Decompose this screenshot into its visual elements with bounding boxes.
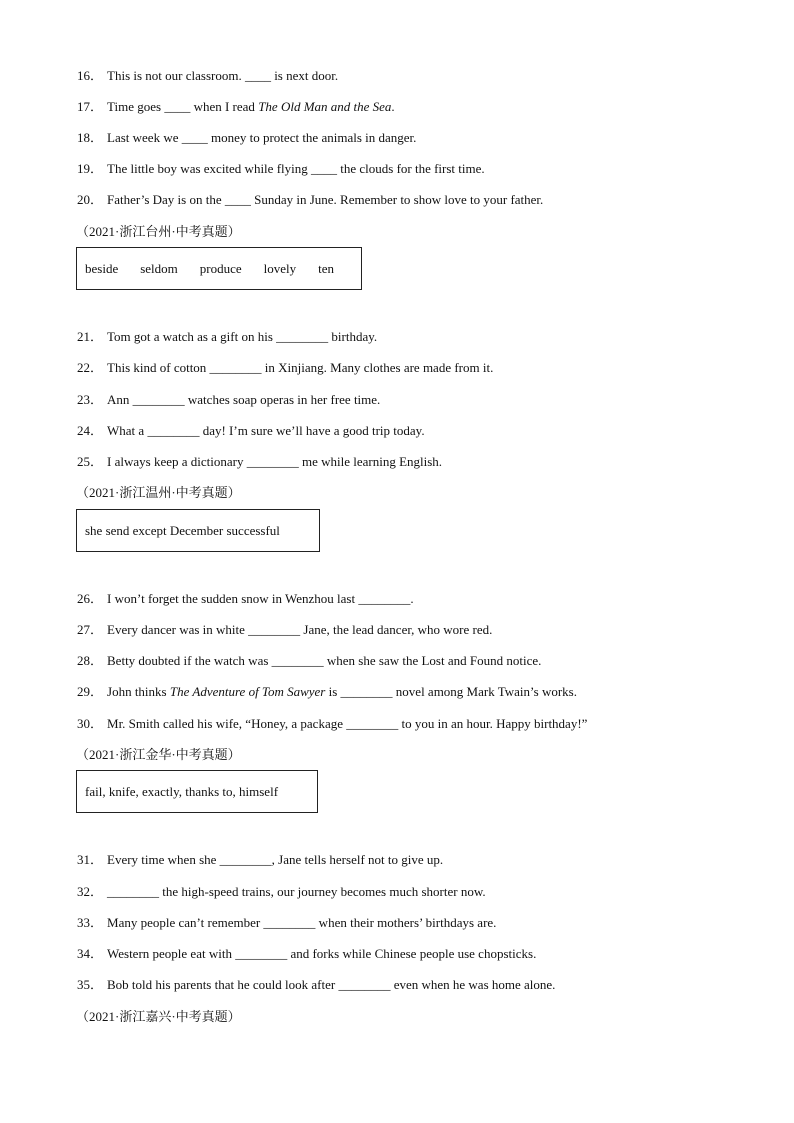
- word-bank-item: seldom: [140, 260, 178, 276]
- question-22: 22． This kind of cotton ________ in Xinjiang. Many clothes are made from it.: [77, 360, 494, 375]
- book-title: The Old Man and the Sea: [258, 99, 392, 114]
- question-35: 35． Bob told his parents that he could look after ________ even when he was home alone.: [77, 977, 556, 992]
- question-28: 28． Betty doubted if the watch was ________ when she saw the Lost and Found notice.: [77, 653, 542, 668]
- question-18: 18． Last week we ____ money to protect the animals in danger.: [77, 130, 417, 145]
- question-20: 20． Father’s Day is on the ____ Sunday in June. Remember to show love to your father.: [77, 192, 544, 207]
- question-31: 31． Every time when she ________, Jane tells herself not to give up.: [77, 852, 444, 867]
- word-bank-item: lovely: [263, 260, 297, 276]
- question-17: 17． Time goes ____ when I read The Old Man and the Sea.: [77, 99, 395, 114]
- question-21: 21． Tom got a watch as a gift on his ________ birthday.: [77, 329, 378, 344]
- question-26: 26． I won’t forget the sudden snow in Wenzhou last ________.: [77, 591, 414, 606]
- question-27: 27． Every dancer was in white ________ Jane, the lead dancer, who wore red.: [77, 622, 493, 637]
- source-label-wenzhou: （2021·浙江温州·中考真题）: [76, 485, 241, 500]
- question-30: 30． Mr. Smith called his wife, “Honey, a package ________ to you in an hour. Happy birthday!”: [77, 716, 588, 731]
- book-title: The Adventure of Tom Sawyer: [169, 684, 326, 699]
- question-19: 19． The little boy was excited while flying ____ the clouds for the first time.: [77, 161, 485, 176]
- question-23: 23． Ann ________ watches soap operas in her free time.: [77, 392, 381, 407]
- word-bank-box: [76, 509, 320, 552]
- word-bank-item: beside: [85, 260, 119, 276]
- question-34: 34． Western people eat with ________ and forks while Chinese people use chopsticks.: [77, 946, 537, 961]
- source-label-jinhua: （2021·浙江金华·中考真题）: [76, 747, 241, 762]
- word-bank-text: she send except December successful: [85, 522, 280, 538]
- word-bank-item: ten: [318, 260, 335, 276]
- question-33: 33． Many people can’t remember ________ when their mothers’ birthdays are.: [77, 915, 497, 930]
- word-bank-text: fail, knife, exactly, thanks to, himself: [85, 783, 279, 799]
- question-25: 25． I always keep a dictionary ________ me while learning English.: [77, 454, 443, 469]
- source-label-taizhou: （2021·浙江台州·中考真题）: [76, 224, 241, 239]
- question-16: 16． This is not our classroom. ____ is next door.: [77, 68, 339, 83]
- question-32: 32． ________ the high-speed trains, our journey becomes much shorter now.: [77, 884, 486, 899]
- question-24: 24． What a ________ day! I’m sure we’ll have a good trip today.: [77, 423, 425, 438]
- word-bank-item: produce: [199, 260, 242, 276]
- question-29: 29． John thinks The Adventure of Tom Sawyer is ________ novel among Mark Twain’s works.: [77, 684, 577, 699]
- word-bank-box: [76, 770, 318, 813]
- word-bank-box: [76, 247, 362, 290]
- source-label-jiaxing: （2021·浙江嘉兴·中考真题）: [76, 1009, 241, 1024]
